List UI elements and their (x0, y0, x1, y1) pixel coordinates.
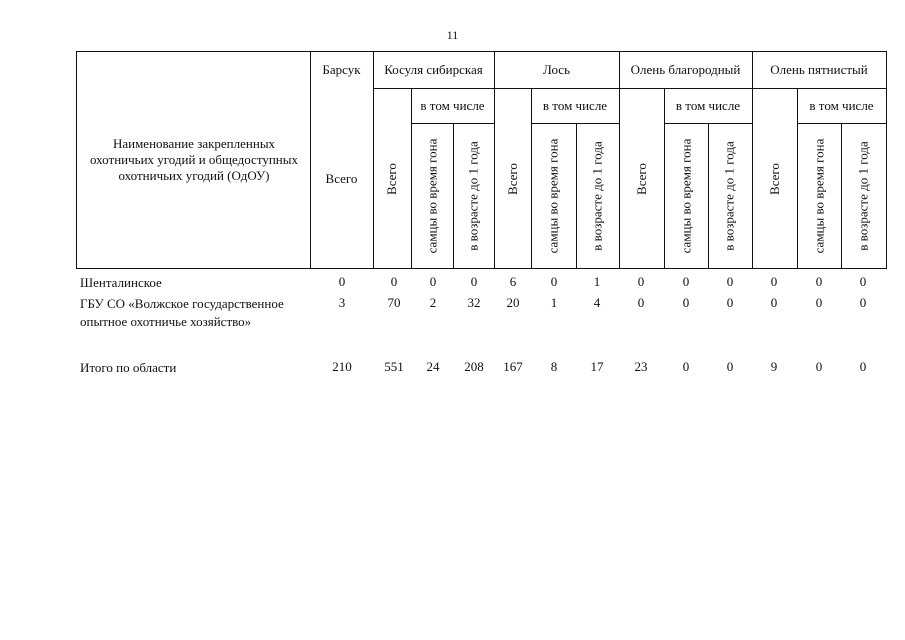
row-name: Шенталинское (80, 275, 162, 290)
elk-young-header: в возрасте до 1 года (589, 141, 605, 251)
table-header (76, 51, 887, 269)
roe-young-header: в возрасте до 1 года (465, 141, 481, 251)
cell-value: 0 (637, 295, 645, 310)
cell-value: 0 (859, 295, 867, 310)
cell-value: 0 (859, 274, 867, 289)
cell-value: 0 (815, 295, 823, 310)
page-number: 11 (446, 28, 459, 42)
species-header-elk: Лось (542, 61, 570, 77)
elk-rut-males-header: самцы во время гона (545, 138, 561, 254)
cell-value: 0 (390, 274, 398, 289)
cell-value: 20 (506, 295, 520, 310)
cell-value: 0 (429, 274, 437, 289)
cell-value: 24 (426, 359, 440, 374)
cell-value: 32 (467, 295, 481, 310)
table-row (80, 295, 887, 355)
cell-value: 1 (593, 274, 601, 289)
cell-value: 0 (815, 359, 823, 374)
cell-value: 208 (464, 359, 484, 374)
cell-value: 0 (770, 274, 778, 289)
species-header-roe-deer: Косуля сибирская (384, 61, 483, 77)
cell-value: 0 (338, 274, 346, 289)
cell-value: 0 (682, 295, 690, 310)
badger-total-header: Всего (325, 170, 358, 186)
cell-value: 1 (550, 295, 558, 310)
elk-total-header: Всего (504, 162, 520, 195)
cell-value: 551 (384, 359, 404, 374)
cell-value: 0 (726, 359, 734, 374)
cell-value: 0 (815, 274, 823, 289)
name-column-header: Наименование закрепленных охотничьих угодий и общедоступных охотничьих угодий (ОдОУ) (90, 136, 298, 183)
cell-value: 2 (429, 295, 437, 310)
cell-value: 0 (726, 274, 734, 289)
species-header-sika-deer: Олень пятнистый (770, 61, 868, 77)
cell-value: 6 (509, 274, 517, 289)
roe-total-header: Всего (383, 162, 399, 195)
sika-deer-rut-males-header: самцы во время гона (811, 138, 827, 254)
table-row (80, 274, 887, 294)
cell-value: 4 (593, 295, 601, 310)
sika-deer-in-that-number: в том числе (809, 97, 874, 113)
sika-deer-total-header: Всего (766, 162, 782, 195)
cell-value: 70 (387, 295, 401, 310)
sika-deer-young-header: в возрасте до 1 года (855, 141, 871, 251)
cell-value: 0 (682, 359, 690, 374)
cell-value: 0 (637, 274, 645, 289)
cell-value: 3 (338, 295, 346, 310)
red-deer-rut-males-header: самцы во время гона (678, 138, 694, 254)
cell-value: 0 (859, 359, 867, 374)
cell-value: 17 (590, 359, 604, 374)
cell-value: 167 (503, 359, 523, 374)
roe-rut-males-header: самцы во время гона (424, 138, 440, 254)
table-row (80, 359, 887, 379)
red-deer-total-header: Всего (633, 162, 649, 195)
cell-value: 9 (770, 359, 778, 374)
red-deer-young-header: в возрасте до 1 года (722, 141, 738, 251)
cell-value: 0 (770, 295, 778, 310)
species-header-badger: Барсук (322, 61, 361, 77)
cell-value: 8 (550, 359, 558, 374)
roe-in-that-number: в том числе (420, 97, 485, 113)
cell-value: 210 (332, 359, 352, 374)
cell-value: 0 (726, 295, 734, 310)
cell-value: 0 (470, 274, 478, 289)
cell-value: 0 (682, 274, 690, 289)
row-name: ГБУ СО «Волжское государственное опытное охотничье хозяйство» (80, 296, 284, 329)
cell-value: 0 (550, 274, 558, 289)
cell-value: 23 (634, 359, 648, 374)
elk-in-that-number: в том числе (542, 97, 608, 113)
row-name: Итого по области (80, 360, 177, 375)
red-deer-in-that-number: в том числе (675, 97, 741, 113)
species-header-red-deer: Олень благородный (630, 61, 741, 77)
